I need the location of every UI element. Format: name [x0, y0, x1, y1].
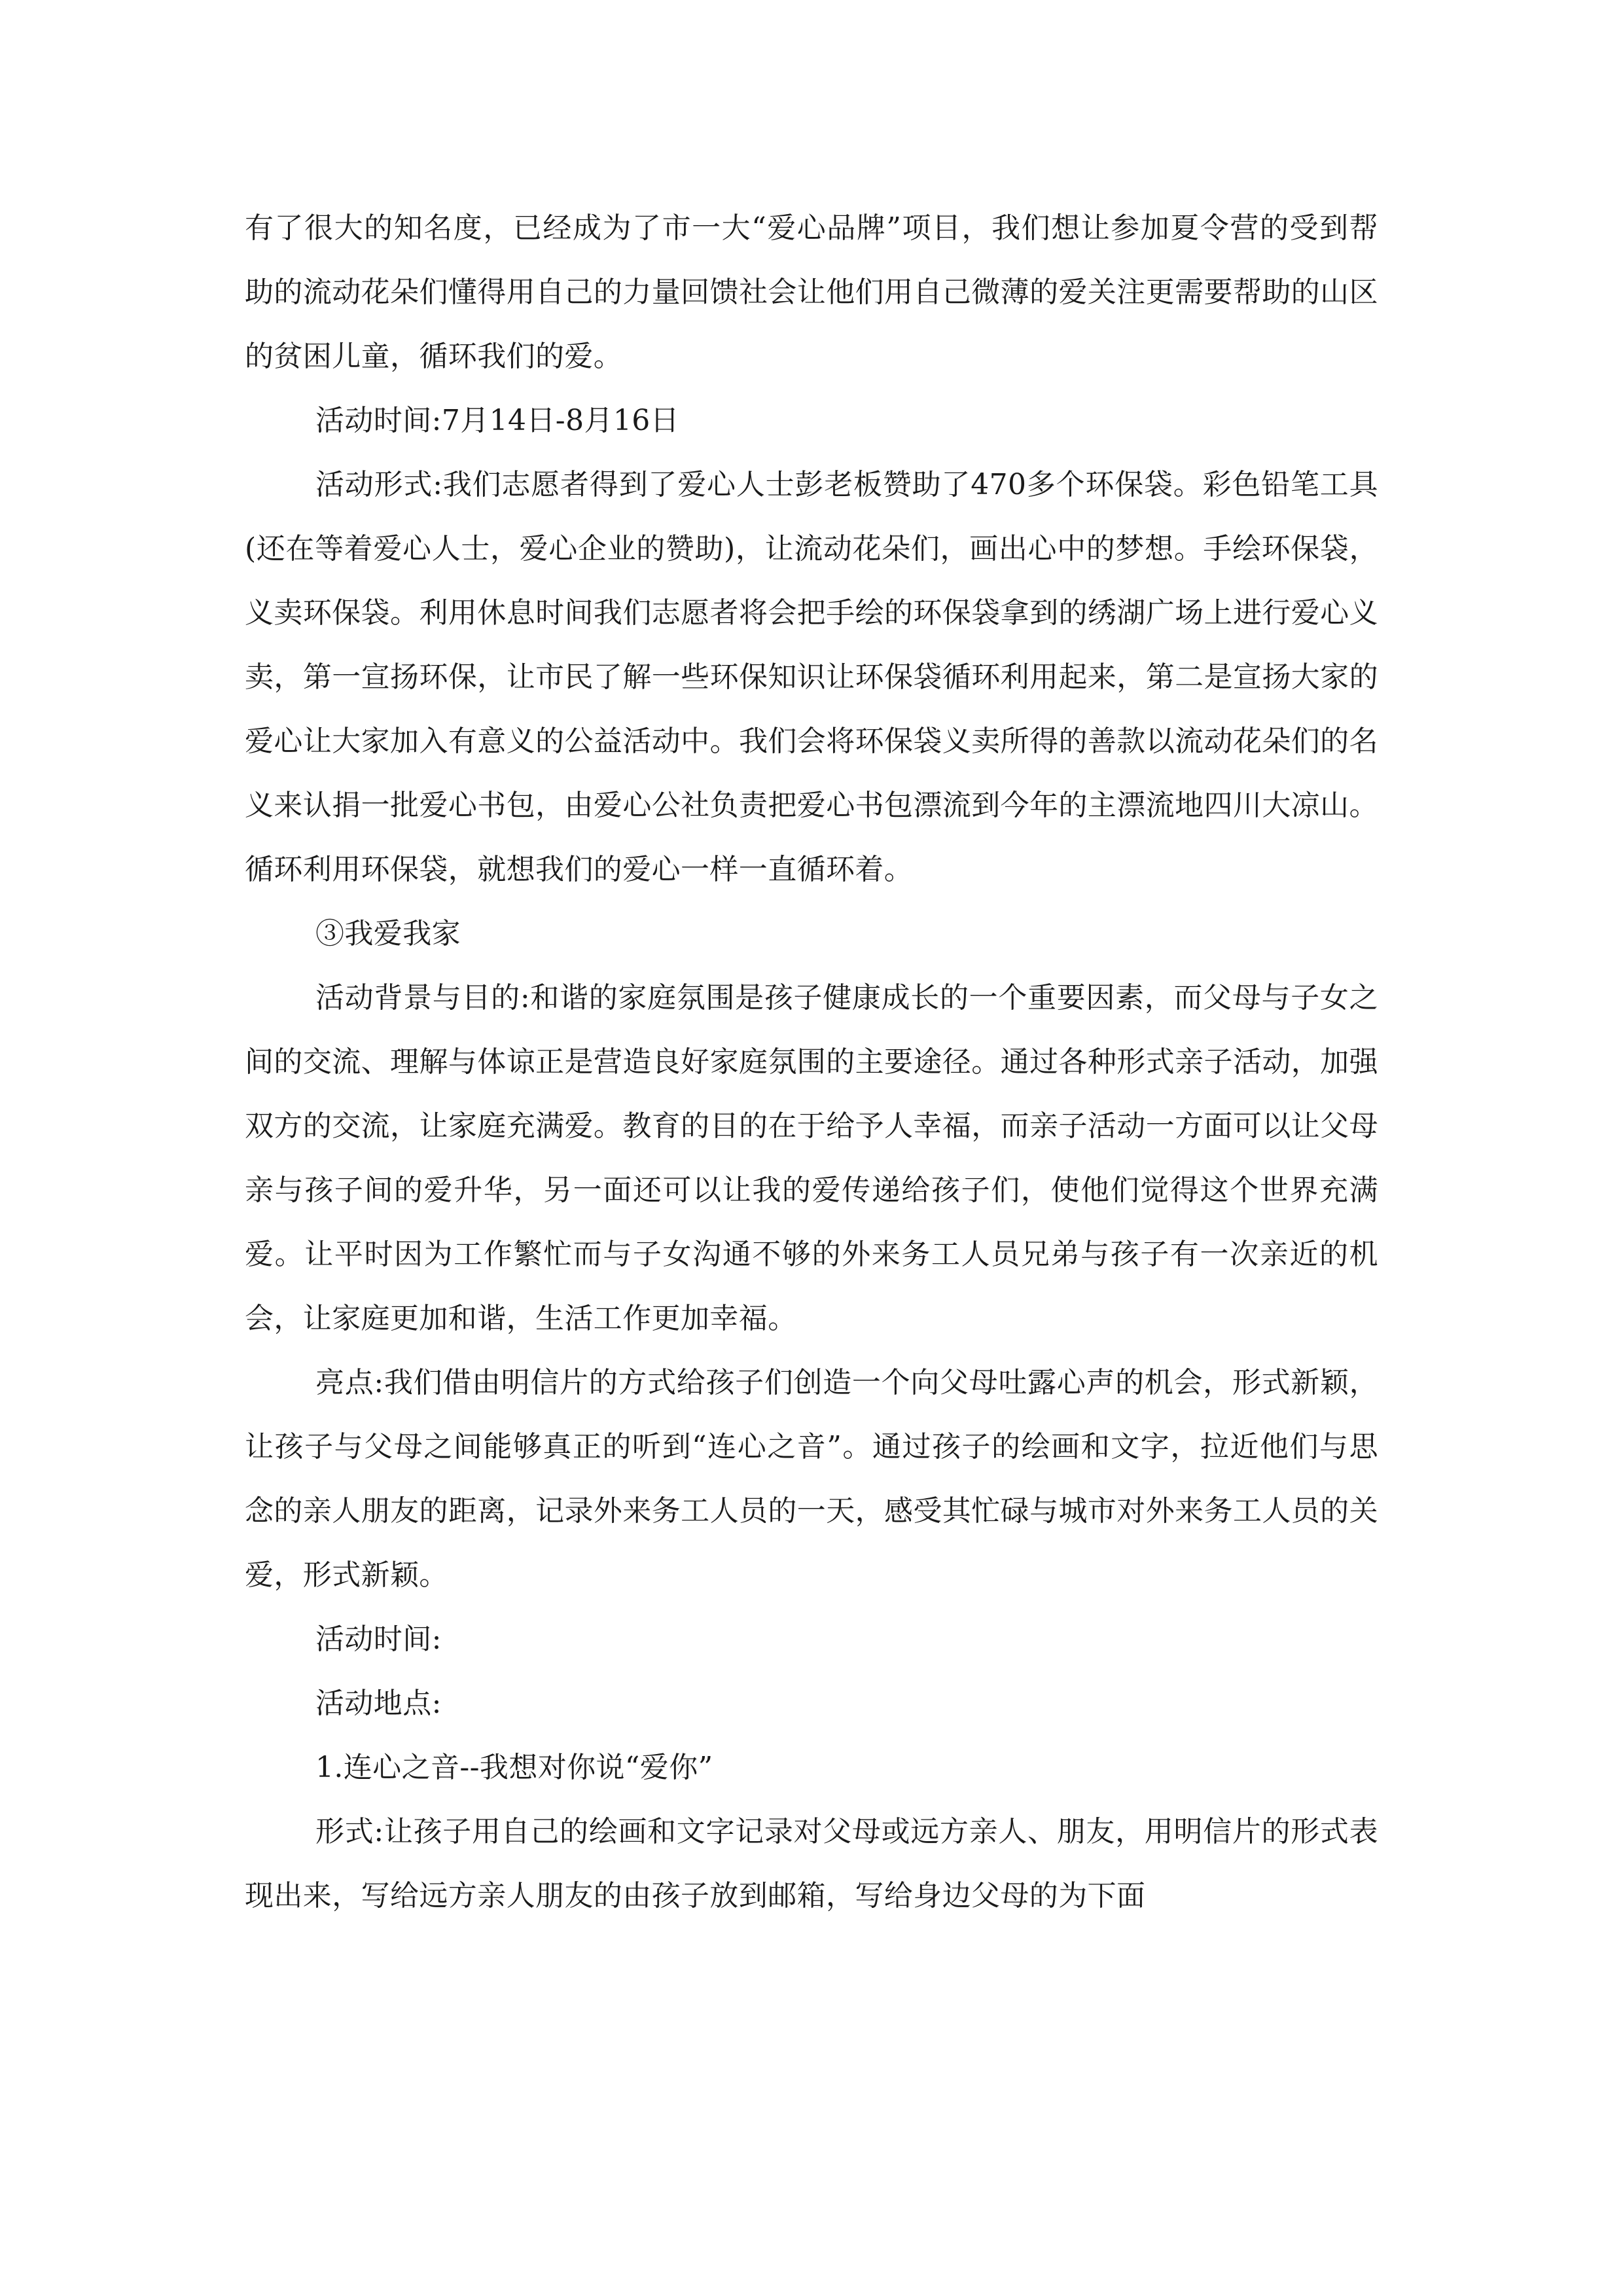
- paragraph-form: 形式:让孩子用自己的绘画和文字记录对父母或远方亲人、朋友，用明信片的形式表现出来，写给远方亲人朋友的由孩子放到邮箱，写给身边父母的为下面: [245, 1815, 1378, 1912]
- paragraph-activity-form: 活动形式:我们志愿者得到了爱心人士彭老板赞助了470多个环保袋。彩色铅笔工具(还在等着爱心人士，爱心企业的赞助)，让流动花朵们，画出心中的梦想。手绘环保袋，义卖环保袋。利用休息时间我们志愿者将会把手绘的环保袋拿到的绣湖广场上进行爱心义卖，第一宣扬环保，让市民了解一些环保知识让环保袋循环利用起来，第二是宣扬大家的爱心让大家加入有意义的公益活动中。我们会将环保袋义卖所得的善款以流动花朵们的名义来认捐一批爱心书包，由爱心公社负责把爱心书包漂流到今年的主漂流地四川大凉山。循环利用环保袋，就想我们的爱心一样一直循环着。: [245, 468, 1378, 886]
- paragraph-highlights: 亮点:我们借由明信片的方式给孩子们创造一个向父母吐露心声的机会，形式新颖，让孩子与父母之间能够真正的听到“连心之音”。通过孩子的绘画和文字，拉近他们与思念的亲人朋友的距离，记录外来务工人员的一天，感受其忙碌与城市对外来务工人员的关爱，形式新颖。: [245, 1366, 1378, 1592]
- paragraph-background-purpose: 活动背景与目的:和谐的家庭氛围是孩子健康成长的一个重要因素，而父母与子女之间的交流、理解与体谅正是营造良好家庭氛围的主要途径。通过各种形式亲子活动，加强双方的交流，让家庭充满爱。教育的目的在于给予人幸福，而亲子活动一方面可以让父母亲与孩子间的爱升华，另一面还可以让我的爱传递给孩子们，使他们觉得这个世界充满爱。让平时因为工作繁忙而与子女沟通不够的外来务工人员兄弟与孩子有一次亲近的机会，让家庭更加和谐，生活工作更加幸福。: [245, 981, 1378, 1335]
- section-heading-love-my-home: ③我爱我家: [315, 917, 461, 950]
- paragraph-intro-continuation: 有了很大的知名度，已经成为了市一大“爱心品牌”项目，我们想让参加夏令营的受到帮助的流动花朵们懂得用自己的力量回馈社会让他们用自己微薄的爱关注更需要帮助的山区的贫困儿童，循环我们的爱。: [245, 211, 1378, 373]
- paragraph-activity-time-2: 活动时间:: [315, 1623, 442, 1656]
- paragraph-activity-location: 活动地点:: [315, 1687, 442, 1720]
- document-body: [245, 196, 1378, 1928]
- paragraph-activity-time: 活动时间:7月14日-8月16日: [315, 404, 680, 437]
- subheading-heart-sound: 1.连心之音--我想对你说“爱你”: [315, 1751, 713, 1784]
